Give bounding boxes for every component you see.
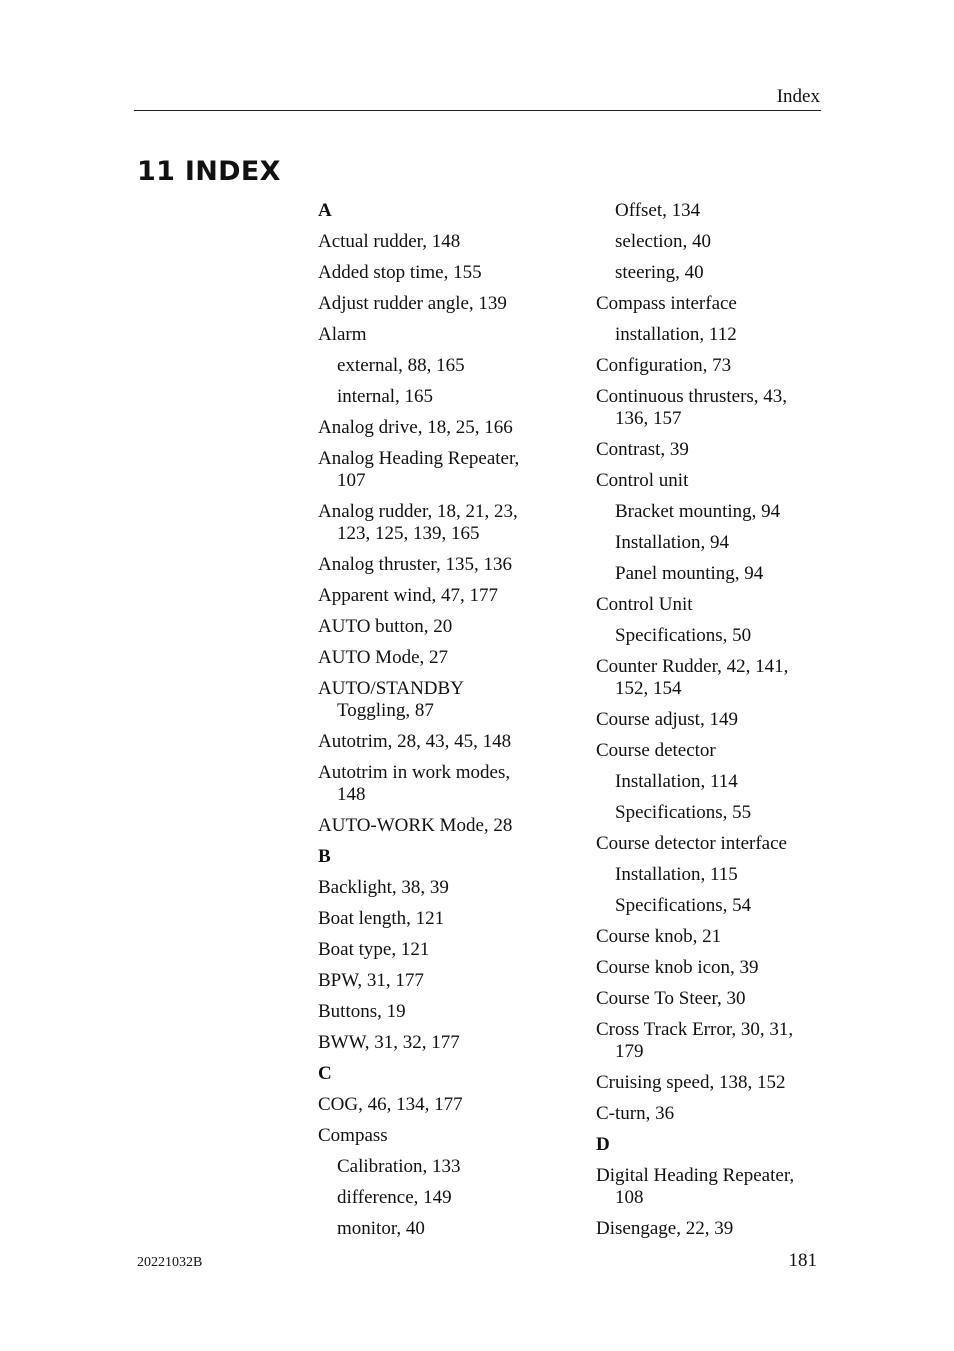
index-entry: Apparent wind, 47, 177 <box>318 585 498 606</box>
index-letter-heading: A <box>318 200 332 221</box>
index-entry: BPW, 31, 177 <box>318 970 424 991</box>
index-subentry: Installation, 114 <box>615 771 738 792</box>
index-subentry: Installation, 115 <box>615 864 738 885</box>
index-entry: AUTO Mode, 27 <box>318 647 449 668</box>
index-entry: Buttons, 19 <box>318 1001 406 1022</box>
index-entry: Boat length, 121 <box>318 908 445 929</box>
index-entry: AUTO-WORK Mode, 28 <box>318 815 513 836</box>
index-entry: Course knob icon, 39 <box>596 957 759 978</box>
index-entry: Analog drive, 18, 25, 166 <box>318 417 513 438</box>
header-rule <box>134 110 821 111</box>
index-entry: Cruising speed, 138, 152 <box>596 1072 786 1093</box>
index-subentry: selection, 40 <box>615 231 712 252</box>
document-code: 20221032B <box>137 1255 203 1270</box>
index-letter-heading: C <box>318 1063 332 1084</box>
index-subentry: difference, 149 <box>337 1187 452 1208</box>
index-entry: Cross Track Error, 30, 31, 179 <box>596 1019 794 1062</box>
index-entry: Course adjust, 149 <box>596 709 738 730</box>
index-entry: Added stop time, 155 <box>318 262 482 283</box>
page-number: 181 <box>788 1250 817 1271</box>
index-entry: C-turn, 36 <box>596 1103 675 1124</box>
index-entry: Compass <box>318 1125 388 1146</box>
index-entry: Course detector <box>596 740 716 761</box>
index-entry: Analog Heading Repeater, 107 <box>318 448 520 491</box>
index-subentry: Specifications, 55 <box>615 802 752 823</box>
index-entry: Disengage, 22, 39 <box>596 1218 734 1239</box>
index-subentry: Specifications, 54 <box>615 895 752 916</box>
index-entry: Compass interface <box>596 293 737 314</box>
index-entry: Configuration, 73 <box>596 355 732 376</box>
index-subentry: Installation, 94 <box>615 532 729 553</box>
index-subentry: Specifications, 50 <box>615 625 752 646</box>
index-entry: Counter Rudder, 42, 141, 152, 154 <box>596 656 789 699</box>
index-entry: Backlight, 38, 39 <box>318 877 449 898</box>
index-subentry: steering, 40 <box>615 262 704 283</box>
index-entry: Digital Heading Repeater, 108 <box>596 1165 795 1208</box>
index-entry: Actual rudder, 148 <box>318 231 461 252</box>
index-entry: Autotrim in work modes, 148 <box>318 762 511 805</box>
index-subentry: monitor, 40 <box>337 1218 425 1239</box>
index-subentry: Bracket mounting, 94 <box>615 501 781 522</box>
index-subentry: Offset, 134 <box>615 200 701 221</box>
page-title: 11 INDEX <box>137 156 281 187</box>
index-entry: Continuous thrusters, 43, 136, 157 <box>596 386 788 429</box>
index-subentry: external, 88, 165 <box>337 355 465 376</box>
index-entry: Alarm <box>318 324 367 345</box>
index-subentry: Calibration, 133 <box>337 1156 461 1177</box>
index-subentry: installation, 112 <box>615 324 737 345</box>
index-entry: Course detector interface <box>596 833 787 854</box>
index-entry: Contrast, 39 <box>596 439 689 460</box>
index-entry: Boat type, 121 <box>318 939 430 960</box>
index-column-right <box>596 200 811 1249</box>
index-entry: Analog thruster, 135, 136 <box>318 554 512 575</box>
index-entry: Control Unit <box>596 594 693 615</box>
running-head: Index <box>776 86 820 107</box>
index-entry: Adjust rudder angle, 139 <box>318 293 507 314</box>
index-entry: AUTO/STANDBY Toggling, 87 <box>318 678 464 721</box>
index-entry: AUTO button, 20 <box>318 616 453 637</box>
index-entry: Autotrim, 28, 43, 45, 148 <box>318 731 512 752</box>
index-column-left <box>318 200 533 1249</box>
index-entry: Analog rudder, 18, 21, 23, 123, 125, 139, 165 <box>318 501 518 544</box>
index-entry: BWW, 31, 32, 177 <box>318 1032 460 1053</box>
index-subentry: internal, 165 <box>337 386 434 407</box>
index-letter-heading: B <box>318 846 331 867</box>
index-entry: COG, 46, 134, 177 <box>318 1094 463 1115</box>
index-entry: Control unit <box>596 470 689 491</box>
index-subentry: Panel mounting, 94 <box>615 563 764 584</box>
index-entry: Course knob, 21 <box>596 926 722 947</box>
index-entry: Course To Steer, 30 <box>596 988 746 1009</box>
index-letter-heading: D <box>596 1134 610 1155</box>
